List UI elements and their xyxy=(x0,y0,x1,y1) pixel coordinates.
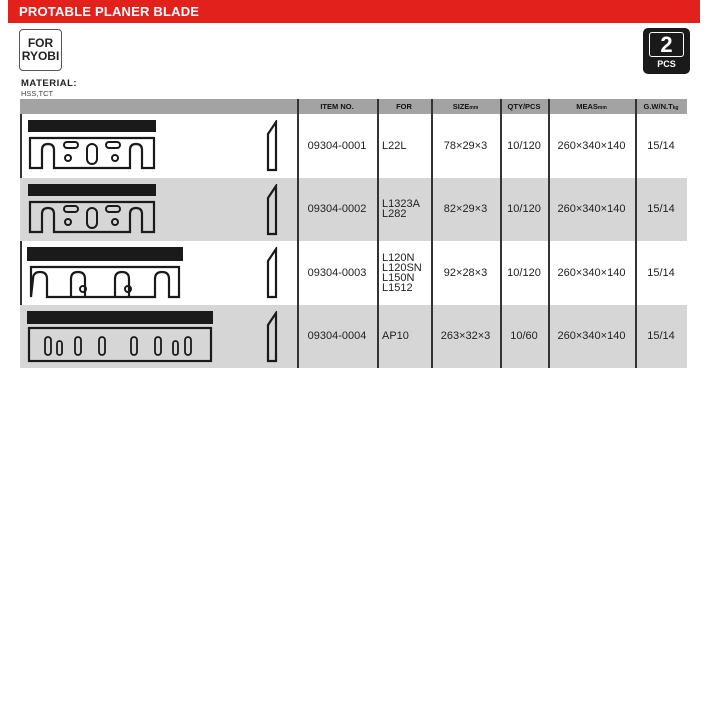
page-title: PROTABLE PLANER BLADE xyxy=(8,0,700,23)
column-divider xyxy=(377,99,379,368)
col-header-meas: MEASmm xyxy=(576,102,607,111)
blade-profile-image xyxy=(265,120,281,172)
table-row xyxy=(20,241,687,305)
material-label: MATERIAL: xyxy=(21,78,78,89)
weight: 15/14 xyxy=(647,139,675,152)
carton-measure: 260×340×140 xyxy=(557,330,626,343)
pieces-unit: PCS xyxy=(657,59,676,69)
column-divider xyxy=(431,99,433,368)
brand-badge-line1: FOR xyxy=(27,36,54,50)
blade-size: 78×29×3 xyxy=(443,139,488,152)
quantity: 10/120 xyxy=(507,139,541,152)
col-header-for: FOR xyxy=(396,102,412,111)
brand-badge-line2: RYOBI xyxy=(21,49,60,63)
pieces-count: 2 xyxy=(649,32,684,57)
product-table xyxy=(20,99,687,368)
item-number: 09304-0004 xyxy=(307,330,367,343)
col-header-item: ITEM NO. xyxy=(320,102,354,111)
table-row xyxy=(20,114,687,178)
planer-blade-image xyxy=(28,184,158,236)
blade-profile-image xyxy=(265,311,281,363)
blade-profile-image xyxy=(265,247,281,299)
blade-profile-image xyxy=(265,184,281,236)
quantity: 10/60 xyxy=(510,330,538,343)
table-row xyxy=(20,305,687,369)
carton-measure: 260×340×140 xyxy=(557,203,626,216)
item-number: 09304-0003 xyxy=(307,266,367,279)
table-header xyxy=(20,99,687,114)
planer-blade-image xyxy=(27,311,217,363)
column-divider xyxy=(297,99,299,368)
item-number: 09304-0001 xyxy=(307,139,367,152)
quantity: 10/120 xyxy=(507,266,541,279)
table-row xyxy=(20,178,687,242)
blade-size: 263×32×3 xyxy=(440,330,491,343)
blade-size: 82×29×3 xyxy=(443,203,488,216)
brand-compatibility-badge xyxy=(19,29,62,71)
column-divider xyxy=(635,99,637,368)
compatible-models: L1323A L282 xyxy=(382,198,420,221)
col-header-size: SIZEmm xyxy=(452,102,479,111)
compatible-models: AP10 xyxy=(382,330,409,343)
quantity: 10/120 xyxy=(507,203,541,216)
compatible-models: L22L xyxy=(382,139,407,152)
compatible-models: L120N L120SN L150N L1512 xyxy=(382,251,422,294)
weight: 15/14 xyxy=(647,266,675,279)
carton-measure: 260×340×140 xyxy=(557,139,626,152)
col-header-qty: QTY/PCS xyxy=(507,102,541,111)
column-divider xyxy=(500,99,502,368)
column-divider xyxy=(548,99,550,368)
material-value: HSS,TCT xyxy=(21,89,54,98)
pieces-count-badge xyxy=(643,28,690,74)
carton-measure: 260×340×140 xyxy=(557,266,626,279)
blade-size: 92×28×3 xyxy=(443,266,488,279)
planer-blade-image xyxy=(28,120,158,172)
weight: 15/14 xyxy=(647,330,675,343)
col-header-weight: G.W/N.Tkg xyxy=(643,102,679,111)
weight: 15/14 xyxy=(647,203,675,216)
planer-blade-image xyxy=(27,247,187,299)
item-number: 09304-0002 xyxy=(307,203,367,216)
